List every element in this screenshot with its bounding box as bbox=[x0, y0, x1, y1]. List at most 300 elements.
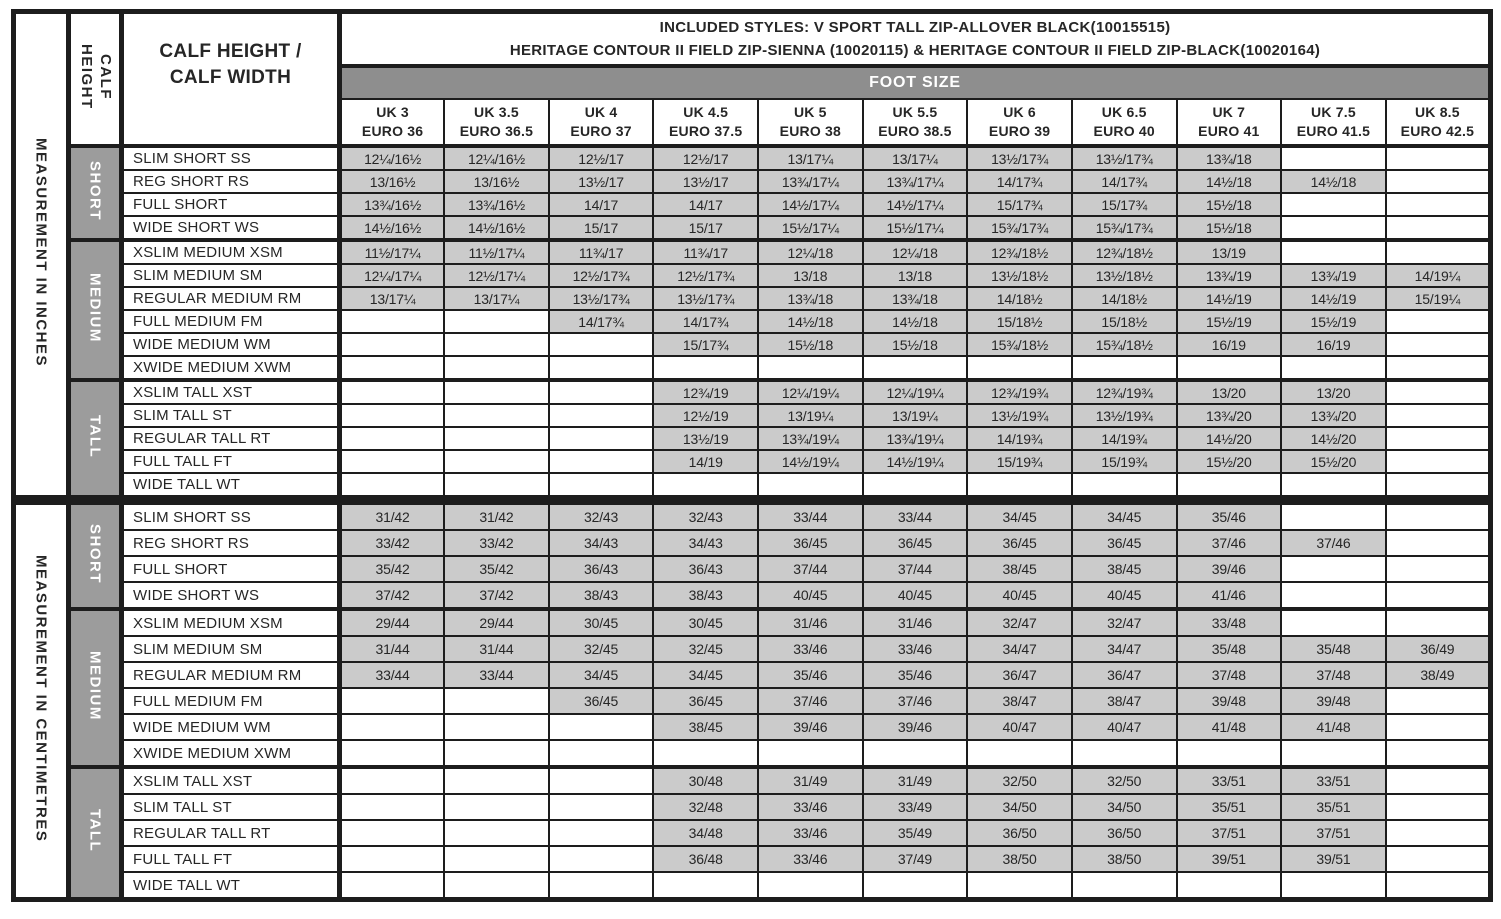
size-value-cell bbox=[967, 872, 1072, 900]
uk-size-label: UK 4 bbox=[584, 104, 618, 121]
size-value-cell: 14/18½ bbox=[1072, 287, 1177, 310]
size-value-cell: 14/18½ bbox=[967, 287, 1072, 310]
size-value-cell: 34/45 bbox=[967, 503, 1072, 531]
measurement-label-cell bbox=[14, 12, 69, 498]
calf-group-label: MEDIUM bbox=[86, 651, 104, 721]
row-label-cell: WIDE TALL WT bbox=[122, 872, 340, 900]
size-value-cell bbox=[1177, 473, 1282, 498]
size-value-cell: 14½/16½ bbox=[444, 216, 549, 240]
size-value-cell: 36/47 bbox=[967, 662, 1072, 688]
size-value-cell: 14½/16½ bbox=[340, 216, 445, 240]
row-label-cell: SLIM TALL ST bbox=[122, 794, 340, 820]
size-value-cell bbox=[340, 450, 445, 473]
size-value-cell: 36/43 bbox=[549, 556, 654, 582]
row-label-cell: FULL SHORT bbox=[122, 193, 340, 216]
size-value-cell bbox=[1281, 240, 1386, 264]
size-value-cell: 38/49 bbox=[1386, 662, 1491, 688]
size-value-cell: 40/45 bbox=[863, 582, 968, 609]
size-value-cell: 40/45 bbox=[967, 582, 1072, 609]
size-value-cell: 13¾/19¼ bbox=[758, 427, 863, 450]
size-value-cell: 31/49 bbox=[863, 767, 968, 794]
foot-size-header-cell bbox=[1177, 99, 1282, 146]
size-value-cell bbox=[444, 714, 549, 740]
size-value-cell: 37/46 bbox=[758, 688, 863, 714]
foot-size-header-cell bbox=[340, 99, 445, 146]
size-value-cell bbox=[1281, 582, 1386, 609]
size-value-cell bbox=[1177, 872, 1282, 900]
size-value-cell: 15½/18 bbox=[1177, 193, 1282, 216]
size-value-cell: 14½/17¼ bbox=[863, 193, 968, 216]
size-value-cell: 40/45 bbox=[758, 582, 863, 609]
size-value-cell: 14/19 bbox=[653, 450, 758, 473]
size-value-cell: 15/17¾ bbox=[653, 333, 758, 356]
size-value-cell bbox=[340, 380, 445, 404]
size-value-cell: 13/16½ bbox=[340, 170, 445, 193]
size-value-cell: 40/47 bbox=[967, 714, 1072, 740]
euro-size-label: EURO 36 bbox=[361, 123, 424, 139]
size-value-cell: 33/44 bbox=[444, 662, 549, 688]
size-value-cell: 31/42 bbox=[444, 503, 549, 531]
euro-size-label: EURO 40 bbox=[1093, 123, 1155, 139]
size-value-cell: 31/49 bbox=[758, 767, 863, 794]
measurement-label-cell bbox=[14, 503, 69, 900]
size-value-cell: 15½/19 bbox=[1281, 310, 1386, 333]
size-value-cell: 35/51 bbox=[1281, 794, 1386, 820]
size-value-cell bbox=[444, 450, 549, 473]
size-value-cell: 34/48 bbox=[653, 820, 758, 846]
size-value-cell: 13½/17 bbox=[549, 170, 654, 193]
size-value-cell: 32/43 bbox=[549, 503, 654, 531]
size-value-cell: 34/45 bbox=[653, 662, 758, 688]
size-value-cell bbox=[1386, 380, 1491, 404]
size-value-cell: 15¾/18½ bbox=[1072, 333, 1177, 356]
size-value-cell: 37/42 bbox=[444, 582, 549, 609]
size-value-cell: 14/17¾ bbox=[653, 310, 758, 333]
size-value-cell: 13¾/19¼ bbox=[863, 427, 968, 450]
size-value-cell bbox=[340, 310, 445, 333]
size-value-cell: 38/43 bbox=[549, 582, 654, 609]
size-value-cell: 12¾/18½ bbox=[967, 240, 1072, 264]
calf-height-vertical-cell bbox=[69, 12, 122, 147]
size-value-cell bbox=[1281, 740, 1386, 767]
size-value-cell: 37/46 bbox=[863, 688, 968, 714]
calf-group-bar bbox=[69, 380, 122, 498]
size-value-cell bbox=[1072, 872, 1177, 900]
size-value-cell: 33/44 bbox=[863, 503, 968, 531]
size-value-cell bbox=[444, 310, 549, 333]
foot-size-header-cell bbox=[863, 99, 968, 146]
size-value-cell bbox=[549, 333, 654, 356]
size-value-cell: 29/44 bbox=[444, 609, 549, 636]
size-value-cell: 33/44 bbox=[758, 503, 863, 531]
size-value-cell bbox=[653, 356, 758, 380]
size-value-cell bbox=[549, 473, 654, 498]
size-value-cell: 15½/18 bbox=[863, 333, 968, 356]
size-value-cell: 32/50 bbox=[1072, 767, 1177, 794]
size-value-cell: 33/46 bbox=[863, 636, 968, 662]
size-value-cell: 37/49 bbox=[863, 846, 968, 872]
row-label-cell: SLIM MEDIUM SM bbox=[122, 264, 340, 287]
size-value-cell bbox=[444, 333, 549, 356]
size-value-cell: 13¾/16½ bbox=[340, 193, 445, 216]
size-value-cell: 33/44 bbox=[340, 662, 445, 688]
size-value-cell bbox=[653, 740, 758, 767]
calf-group-label: TALL bbox=[86, 809, 104, 853]
size-value-cell bbox=[549, 872, 654, 900]
size-value-cell: 35/46 bbox=[758, 662, 863, 688]
size-value-cell: 34/45 bbox=[549, 662, 654, 688]
size-value-cell: 14½/19 bbox=[1177, 287, 1282, 310]
row-label-cell: FULL SHORT bbox=[122, 556, 340, 582]
size-value-cell: 40/47 bbox=[1072, 714, 1177, 740]
size-value-cell: 38/45 bbox=[1072, 556, 1177, 582]
uk-size-label: UK 4.5 bbox=[683, 104, 729, 121]
row-label-cell: REGULAR TALL RT bbox=[122, 427, 340, 450]
size-value-cell: 11½/17¼ bbox=[444, 240, 549, 264]
size-value-cell bbox=[1386, 170, 1491, 193]
size-value-cell: 12¼/18 bbox=[863, 240, 968, 264]
corner-header-text: CALF HEIGHT / CALF WIDTH bbox=[159, 41, 302, 88]
size-value-cell: 12½/17 bbox=[653, 146, 758, 170]
size-value-cell bbox=[340, 767, 445, 794]
row-label-cell: SLIM MEDIUM SM bbox=[122, 636, 340, 662]
row-label-cell: XSLIM MEDIUM XSM bbox=[122, 609, 340, 636]
size-value-cell: 13½/17¾ bbox=[967, 146, 1072, 170]
size-value-cell bbox=[340, 794, 445, 820]
size-value-cell bbox=[1386, 714, 1491, 740]
calf-vertical-line: HEIGHT bbox=[78, 44, 95, 110]
size-value-cell: 14½/20 bbox=[1281, 427, 1386, 450]
size-value-cell bbox=[863, 872, 968, 900]
uk-size-label: UK 7.5 bbox=[1311, 104, 1356, 121]
size-value-cell: 39/51 bbox=[1281, 846, 1386, 872]
size-value-cell bbox=[549, 404, 654, 427]
size-value-cell bbox=[1072, 473, 1177, 498]
size-value-cell: 33/42 bbox=[444, 530, 549, 556]
size-value-cell: 30/45 bbox=[653, 609, 758, 636]
row-label-cell: FULL TALL FT bbox=[122, 450, 340, 473]
calf-height-vertical-text bbox=[76, 44, 114, 110]
size-value-cell bbox=[549, 380, 654, 404]
size-value-cell: 33/46 bbox=[758, 636, 863, 662]
euro-size-label: EURO 37.5 bbox=[668, 123, 743, 139]
euro-size-label: EURO 38.5 bbox=[878, 123, 952, 139]
size-value-cell: 13/17¼ bbox=[758, 146, 863, 170]
foot-size-header-cell bbox=[653, 99, 758, 146]
size-value-cell: 38/43 bbox=[653, 582, 758, 609]
size-value-cell bbox=[549, 714, 654, 740]
size-value-cell: 32/45 bbox=[549, 636, 654, 662]
euro-size-label: EURO 38 bbox=[779, 123, 841, 139]
size-value-cell bbox=[340, 473, 445, 498]
size-value-cell: 34/43 bbox=[549, 530, 654, 556]
size-value-cell: 13/19¼ bbox=[863, 404, 968, 427]
size-value-cell bbox=[444, 794, 549, 820]
size-value-cell bbox=[444, 872, 549, 900]
size-value-cell bbox=[340, 427, 445, 450]
size-value-cell: 33/51 bbox=[1177, 767, 1282, 794]
size-value-cell: 38/47 bbox=[1072, 688, 1177, 714]
size-value-cell bbox=[1281, 503, 1386, 531]
size-value-cell: 12¼/19¼ bbox=[863, 380, 968, 404]
size-value-cell bbox=[1386, 767, 1491, 794]
calf-group-bar bbox=[69, 609, 122, 767]
row-label-cell: FULL TALL FT bbox=[122, 846, 340, 872]
size-value-cell: 13/19¼ bbox=[758, 404, 863, 427]
size-value-cell bbox=[1386, 240, 1491, 264]
size-value-cell bbox=[340, 688, 445, 714]
size-value-cell: 30/45 bbox=[549, 609, 654, 636]
size-value-cell: 12½/17 bbox=[549, 146, 654, 170]
row-label-cell: REGULAR MEDIUM RM bbox=[122, 287, 340, 310]
centimetres-table-mount bbox=[11, 500, 1493, 902]
size-value-cell bbox=[863, 356, 968, 380]
size-value-cell: 12½/17¼ bbox=[444, 264, 549, 287]
size-value-cell: 12¼/19¼ bbox=[758, 380, 863, 404]
size-value-cell: 37/42 bbox=[340, 582, 445, 609]
size-value-cell: 14½/18 bbox=[1177, 170, 1282, 193]
size-value-cell: 33/49 bbox=[863, 794, 968, 820]
size-value-cell bbox=[549, 427, 654, 450]
size-value-cell: 13½/19 bbox=[653, 427, 758, 450]
size-value-cell bbox=[1072, 740, 1177, 767]
size-value-cell bbox=[1072, 356, 1177, 380]
size-value-cell: 40/45 bbox=[1072, 582, 1177, 609]
size-value-cell bbox=[1281, 356, 1386, 380]
size-value-cell bbox=[758, 872, 863, 900]
size-value-cell: 15½/18 bbox=[758, 333, 863, 356]
size-value-cell: 36/47 bbox=[1072, 662, 1177, 688]
size-value-cell bbox=[653, 872, 758, 900]
uk-size-label: UK 3 bbox=[376, 104, 409, 121]
foot-size-header-cell bbox=[758, 99, 863, 146]
calf-group-bar bbox=[69, 146, 122, 240]
size-value-cell bbox=[444, 404, 549, 427]
size-value-cell bbox=[444, 356, 549, 380]
size-value-cell bbox=[1386, 582, 1491, 609]
size-value-cell bbox=[967, 473, 1072, 498]
size-value-cell: 39/48 bbox=[1281, 688, 1386, 714]
euro-size-label: EURO 37 bbox=[570, 123, 632, 139]
size-value-cell bbox=[444, 380, 549, 404]
size-value-cell bbox=[444, 473, 549, 498]
size-value-cell: 16/19 bbox=[1177, 333, 1282, 356]
calf-group-label: TALL bbox=[86, 414, 104, 459]
row-label-cell: SLIM TALL ST bbox=[122, 404, 340, 427]
size-value-cell: 13¾/18 bbox=[1177, 146, 1282, 170]
calf-group-bar bbox=[69, 767, 122, 900]
size-value-cell: 34/45 bbox=[1072, 503, 1177, 531]
size-value-cell: 13/17¼ bbox=[444, 287, 549, 310]
calf-group-label: SHORT bbox=[86, 524, 104, 584]
size-value-cell: 37/51 bbox=[1281, 820, 1386, 846]
size-value-cell: 30/48 bbox=[653, 767, 758, 794]
size-value-cell: 38/50 bbox=[1072, 846, 1177, 872]
size-value-cell: 15½/17¼ bbox=[758, 216, 863, 240]
size-value-cell: 13¾/19 bbox=[1281, 264, 1386, 287]
size-value-cell: 12½/19 bbox=[653, 404, 758, 427]
size-value-cell: 13½/17¾ bbox=[549, 287, 654, 310]
size-value-cell: 14½/20 bbox=[1177, 427, 1282, 450]
included-styles-cell bbox=[340, 12, 1491, 67]
measurement-axis-label: MEASUREMENT IN CENTIMETRES bbox=[32, 555, 50, 843]
size-value-cell bbox=[758, 356, 863, 380]
calf-vertical-line: CALF bbox=[96, 53, 114, 100]
size-value-cell: 32/43 bbox=[653, 503, 758, 531]
size-value-cell: 14½/18 bbox=[758, 310, 863, 333]
size-value-cell: 11½/17¼ bbox=[340, 240, 445, 264]
size-value-cell: 37/44 bbox=[863, 556, 968, 582]
size-value-cell: 34/50 bbox=[1072, 794, 1177, 820]
size-value-cell: 13/16½ bbox=[444, 170, 549, 193]
size-value-cell: 15½/20 bbox=[1281, 450, 1386, 473]
row-label-cell: XWIDE MEDIUM XWM bbox=[122, 740, 340, 767]
size-value-cell: 13½/19¾ bbox=[1072, 404, 1177, 427]
uk-size-label: UK 5.5 bbox=[892, 104, 938, 121]
size-value-cell bbox=[1386, 356, 1491, 380]
size-value-cell: 36/43 bbox=[653, 556, 758, 582]
size-value-cell: 33/48 bbox=[1177, 609, 1282, 636]
size-value-cell bbox=[1177, 740, 1282, 767]
size-value-cell: 35/42 bbox=[444, 556, 549, 582]
size-value-cell bbox=[1386, 427, 1491, 450]
size-value-cell: 36/50 bbox=[967, 820, 1072, 846]
size-value-cell: 15/19¾ bbox=[967, 450, 1072, 473]
size-value-cell: 15/17¾ bbox=[1072, 193, 1177, 216]
size-value-cell bbox=[1386, 404, 1491, 427]
size-value-cell: 12¾/19¾ bbox=[1072, 380, 1177, 404]
size-value-cell bbox=[1386, 688, 1491, 714]
size-value-cell: 37/44 bbox=[758, 556, 863, 582]
calf-group-bar bbox=[69, 503, 122, 610]
size-value-cell: 39/46 bbox=[758, 714, 863, 740]
row-label-cell: REG SHORT RS bbox=[122, 530, 340, 556]
size-value-cell: 15½/18 bbox=[1177, 216, 1282, 240]
size-value-cell bbox=[1386, 333, 1491, 356]
size-value-cell: 14/19¾ bbox=[1072, 427, 1177, 450]
size-value-cell: 35/46 bbox=[863, 662, 968, 688]
size-value-cell: 12½/17¾ bbox=[653, 264, 758, 287]
size-value-cell: 14/17¾ bbox=[967, 170, 1072, 193]
size-value-cell: 36/45 bbox=[549, 688, 654, 714]
size-value-cell: 16/19 bbox=[1281, 333, 1386, 356]
size-value-cell bbox=[967, 740, 1072, 767]
size-value-cell bbox=[444, 767, 549, 794]
foot-size-header-cell bbox=[549, 99, 654, 146]
size-value-cell: 13¾/18 bbox=[863, 287, 968, 310]
size-value-cell: 32/47 bbox=[967, 609, 1072, 636]
size-value-cell: 13/17¼ bbox=[340, 287, 445, 310]
size-value-cell: 14½/17¼ bbox=[758, 193, 863, 216]
size-value-cell: 12¼/17¼ bbox=[340, 264, 445, 287]
euro-size-label: EURO 39 bbox=[988, 123, 1051, 139]
size-value-cell bbox=[1177, 356, 1282, 380]
size-value-cell: 15¾/17¾ bbox=[967, 216, 1072, 240]
uk-size-label: UK 8.5 bbox=[1414, 104, 1460, 121]
size-value-cell bbox=[549, 846, 654, 872]
size-value-cell bbox=[1386, 846, 1491, 872]
size-value-cell bbox=[967, 356, 1072, 380]
foot-size-header-cell bbox=[1386, 99, 1491, 146]
size-value-cell bbox=[1386, 609, 1491, 636]
size-value-cell: 13¾/20 bbox=[1177, 404, 1282, 427]
size-value-cell: 38/47 bbox=[967, 688, 1072, 714]
size-value-cell: 12½/17¾ bbox=[549, 264, 654, 287]
size-value-cell: 15/17 bbox=[549, 216, 654, 240]
size-value-cell: 33/46 bbox=[758, 846, 863, 872]
size-value-cell bbox=[340, 820, 445, 846]
euro-size-label: EURO 41.5 bbox=[1296, 123, 1371, 139]
size-value-cell bbox=[1386, 530, 1491, 556]
foot-size-header-cell bbox=[1281, 99, 1386, 146]
size-value-cell: 14/19¼ bbox=[1386, 264, 1491, 287]
size-value-cell: 35/51 bbox=[1177, 794, 1282, 820]
size-value-cell: 15/19¾ bbox=[1072, 450, 1177, 473]
size-value-cell: 12¼/18 bbox=[758, 240, 863, 264]
size-value-cell bbox=[549, 450, 654, 473]
size-value-cell: 35/42 bbox=[340, 556, 445, 582]
size-value-cell: 34/50 bbox=[967, 794, 1072, 820]
foot-size-header-cell bbox=[1072, 99, 1177, 146]
size-value-cell bbox=[549, 356, 654, 380]
size-value-cell bbox=[444, 427, 549, 450]
size-value-cell bbox=[1281, 193, 1386, 216]
euro-size-label: EURO 41 bbox=[1198, 123, 1260, 139]
size-value-cell: 14/17¾ bbox=[549, 310, 654, 333]
size-value-cell: 13¾/17¼ bbox=[863, 170, 968, 193]
size-value-cell: 31/46 bbox=[863, 609, 968, 636]
size-value-cell bbox=[863, 740, 968, 767]
size-value-cell: 37/46 bbox=[1177, 530, 1282, 556]
size-value-cell: 12¾/18½ bbox=[1072, 240, 1177, 264]
uk-size-label: UK 6 bbox=[1003, 104, 1036, 121]
calf-group-label: SHORT bbox=[86, 161, 104, 221]
uk-size-label: UK 7 bbox=[1212, 104, 1246, 121]
size-value-cell: 38/45 bbox=[653, 714, 758, 740]
row-label-cell: FULL MEDIUM FM bbox=[122, 310, 340, 333]
size-value-cell: 13½/18½ bbox=[967, 264, 1072, 287]
size-value-cell: 35/48 bbox=[1177, 636, 1282, 662]
size-value-cell bbox=[1386, 216, 1491, 240]
size-value-cell: 31/46 bbox=[758, 609, 863, 636]
size-value-cell bbox=[653, 473, 758, 498]
size-value-cell: 41/46 bbox=[1177, 582, 1282, 609]
size-value-cell: 37/48 bbox=[1177, 662, 1282, 688]
size-value-cell: 31/44 bbox=[340, 636, 445, 662]
size-value-cell: 15/19¼ bbox=[1386, 287, 1491, 310]
size-value-cell: 36/45 bbox=[1072, 530, 1177, 556]
size-value-cell: 14½/18 bbox=[863, 310, 968, 333]
foot-size-header-cell bbox=[444, 99, 549, 146]
size-value-cell bbox=[340, 356, 445, 380]
euro-size-label: EURO 42.5 bbox=[1400, 123, 1475, 139]
cm-size-table bbox=[11, 500, 1493, 902]
size-value-cell bbox=[1386, 872, 1491, 900]
size-value-cell bbox=[1386, 820, 1491, 846]
euro-size-label: EURO 36.5 bbox=[459, 123, 534, 139]
size-value-cell bbox=[340, 846, 445, 872]
size-value-cell bbox=[340, 333, 445, 356]
measurement-axis-label: MEASUREMENT IN INCHES bbox=[32, 137, 50, 367]
size-value-cell bbox=[340, 404, 445, 427]
size-value-cell bbox=[1386, 146, 1491, 170]
size-value-cell: 13½/18½ bbox=[1072, 264, 1177, 287]
size-value-cell: 38/45 bbox=[967, 556, 1072, 582]
size-value-cell bbox=[1386, 740, 1491, 767]
size-value-cell: 14½/19¼ bbox=[758, 450, 863, 473]
size-value-cell bbox=[549, 767, 654, 794]
size-value-cell: 13¾/20 bbox=[1281, 404, 1386, 427]
